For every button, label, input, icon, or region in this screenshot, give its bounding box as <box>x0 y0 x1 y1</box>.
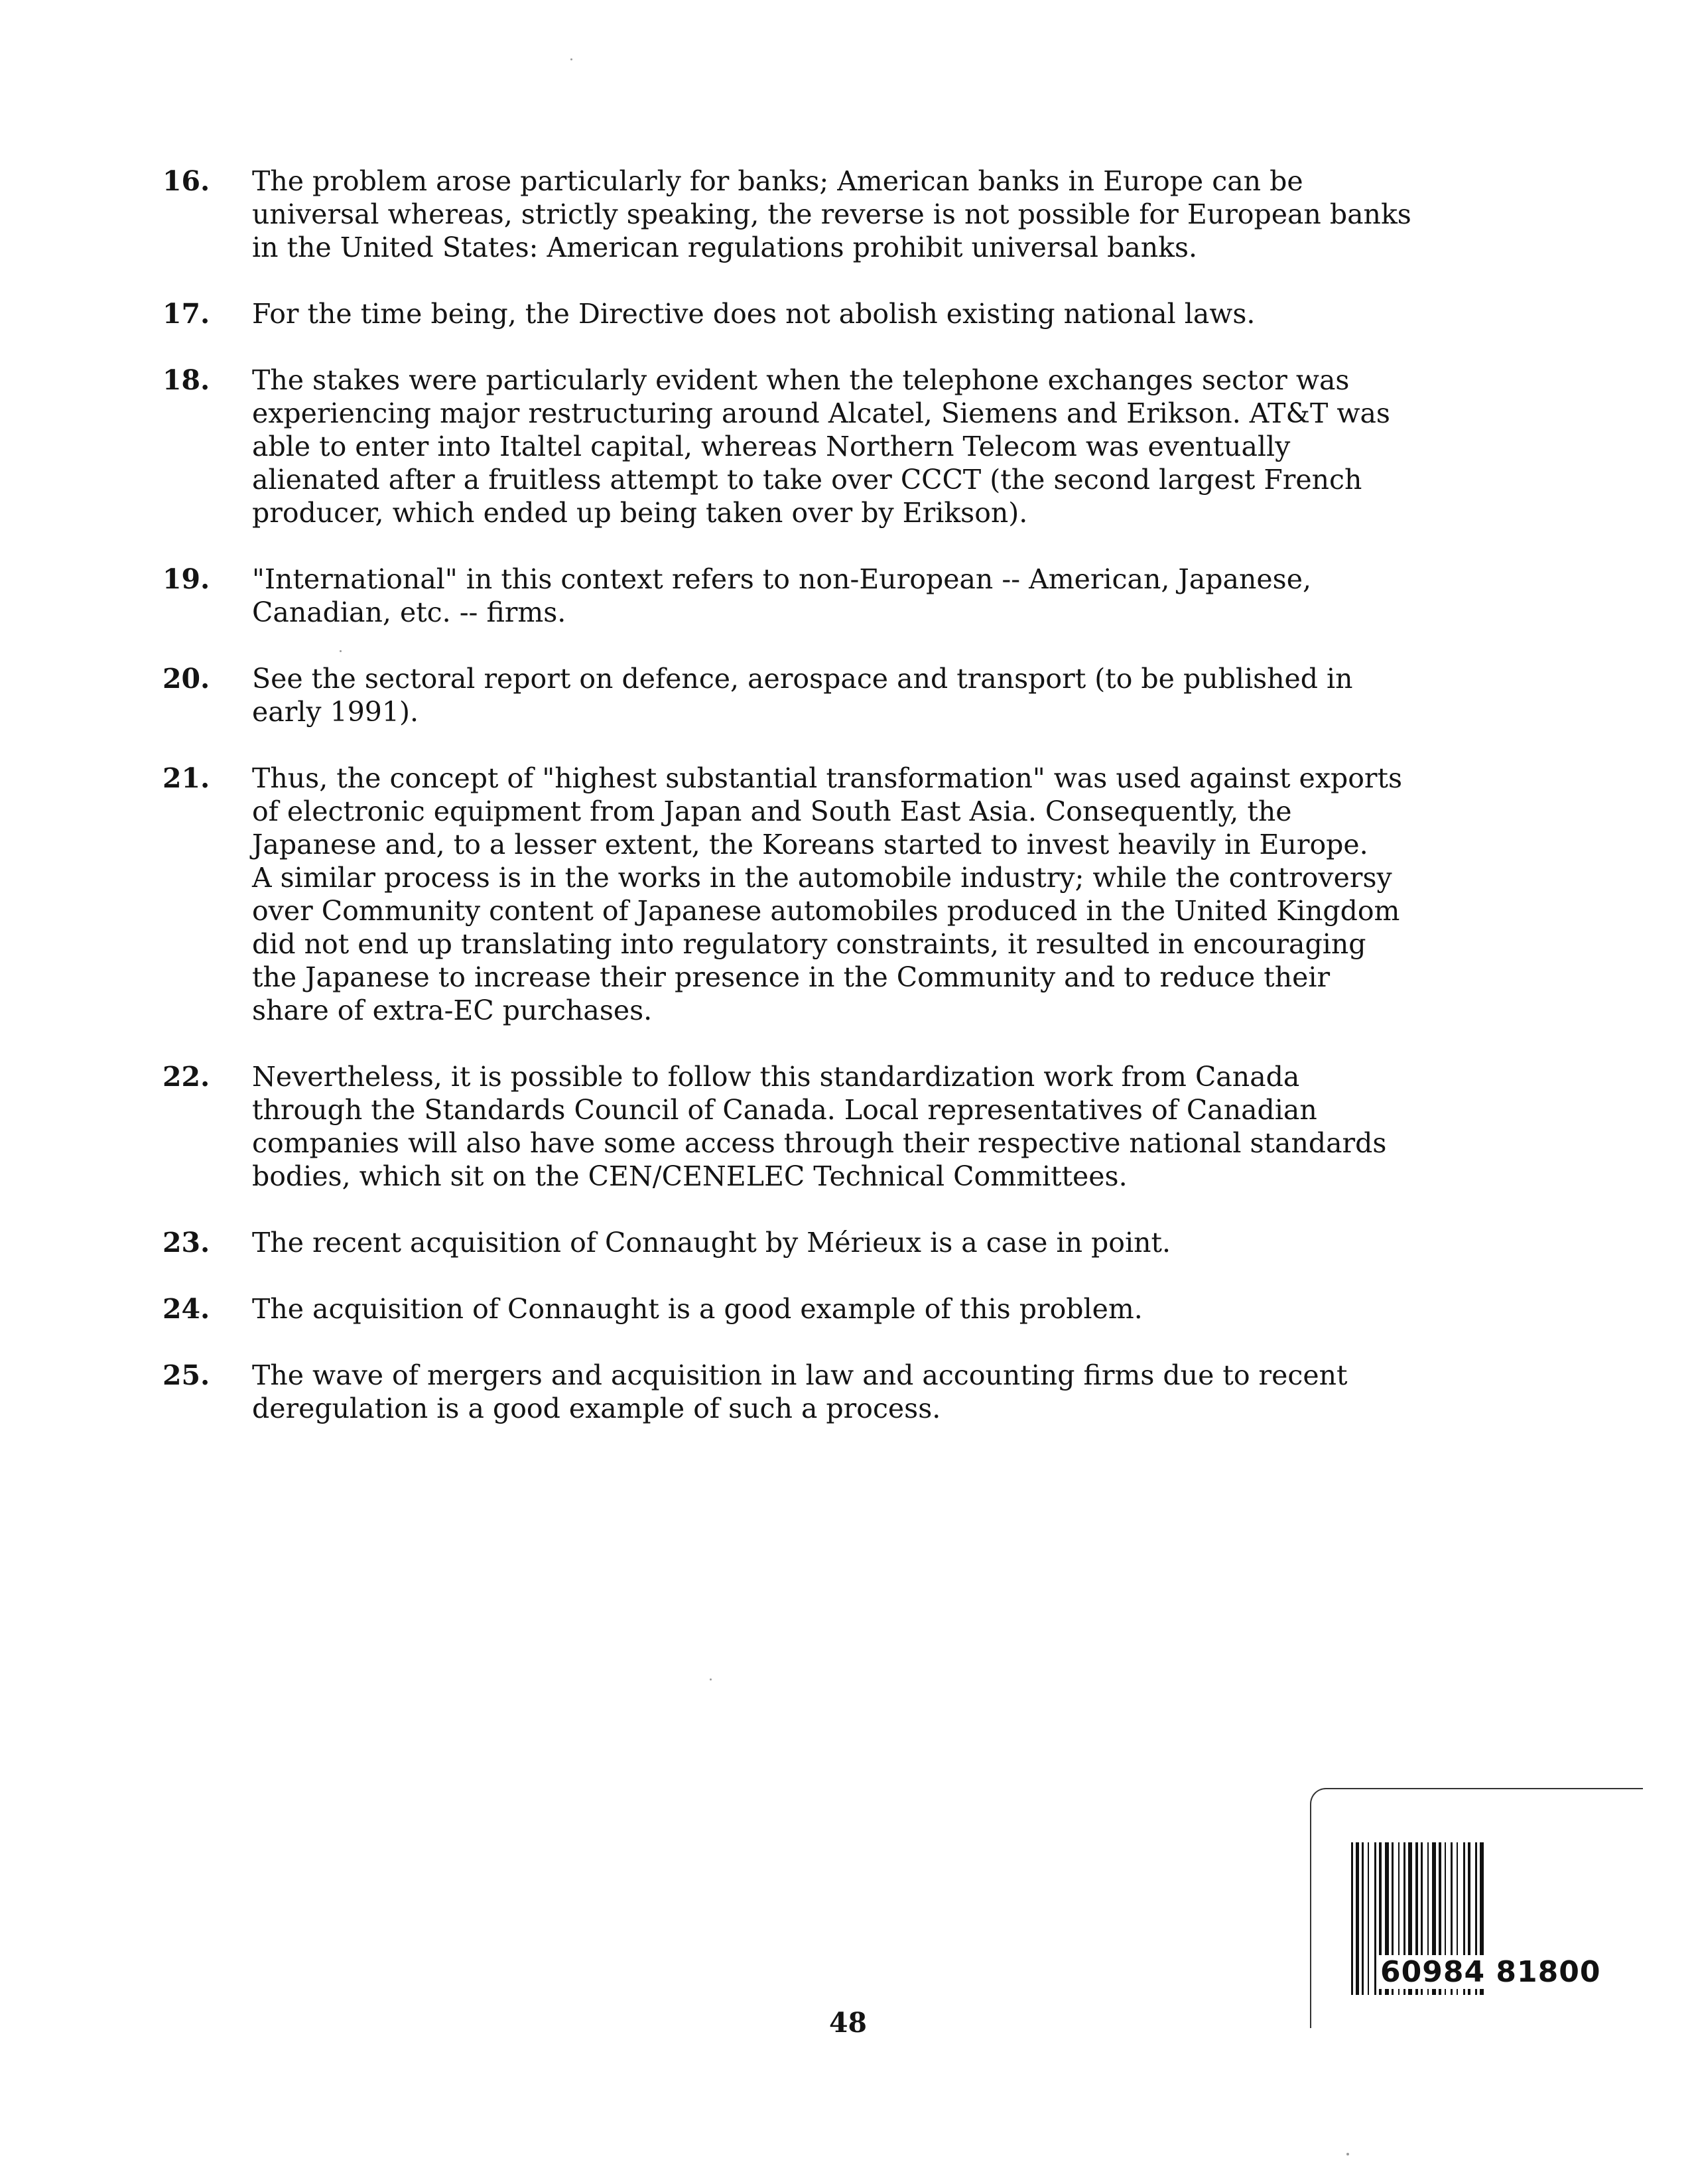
endnote-number: 25. <box>163 1359 210 1391</box>
endnote-line: the Japanese to increase their presence in the Community and to reduce their <box>252 961 1331 993</box>
endnote-number: 22. <box>163 1061 210 1093</box>
page-number: 48 <box>829 2007 868 2039</box>
scan-speck <box>710 1678 712 1680</box>
endnote-line: over Community content of Japanese automobiles produced in the United Kingdom <box>252 895 1400 927</box>
endnote-item <box>163 762 1562 1027</box>
endnote-line: Canadian, etc. -- firms. <box>252 596 566 628</box>
endnote-line: "International" in this context refers to non-European -- American, Japanese, <box>252 563 1311 595</box>
endnote-line: in the United States: American regulations prohibit universal banks. <box>252 232 1198 263</box>
endnote-line: The recent acquisition of Connaught by Mérieux is a case in point. <box>252 1227 1171 1259</box>
endnote-line: Nevertheless, it is possible to follow this standardization work from Canada <box>252 1061 1300 1093</box>
endnote-line: producer, which ended up being taken over by Erikson). <box>252 497 1028 529</box>
endnote-item <box>163 297 1562 330</box>
endnote-line: See the sectoral report on defence, aerospace and transport (to be published in <box>252 663 1353 695</box>
scan-speck <box>340 650 342 652</box>
endnote-line: The problem arose particularly for banks; American banks in Europe can be <box>252 165 1303 197</box>
endnote-text <box>252 1060 1562 1193</box>
endnote-number: 21. <box>163 762 210 794</box>
scan-speck <box>570 58 572 60</box>
endnote-number: 20. <box>163 663 210 695</box>
endnote-line: companies will also have some access through their respective national standards <box>252 1127 1387 1159</box>
endnote-text <box>252 1226 1562 1259</box>
endnote-text <box>252 165 1562 264</box>
endnote-item <box>163 1060 1562 1193</box>
endnote-line: through the Standards Council of Canada. Local representatives of Canadian <box>252 1094 1317 1126</box>
endnote-line: early 1991). <box>252 696 419 728</box>
endnote-line: able to enter into Italtel capital, whereas Northern Telecom was eventually <box>252 431 1291 462</box>
endnote-line: did not end up translating into regulatory constraints, it resulted in encouraging <box>252 928 1366 960</box>
barcode-number: 60984 81800 <box>1378 1955 1603 1989</box>
endnote-line: A similar process is in the works in the automobile industry; while the controversy <box>252 862 1392 894</box>
endnote-line: bodies, which sit on the CEN/CENELEC Technical Committees. <box>252 1160 1128 1192</box>
endnote-item <box>163 1226 1562 1259</box>
endnote-item <box>163 1292 1562 1326</box>
endnote-number: 23. <box>163 1227 210 1259</box>
endnote-text <box>252 1359 1562 1425</box>
endnote-line: The acquisition of Connaught is a good example of this problem. <box>252 1293 1143 1325</box>
barcode-bar <box>1351 1842 1353 1995</box>
endnote-item <box>163 364 1562 529</box>
barcode-bar <box>1368 1842 1369 1995</box>
endnote-item <box>163 662 1562 728</box>
endnote-line: of electronic equipment from Japan and South East Asia. Consequently, the <box>252 795 1292 827</box>
endnote-line: share of extra-EC purchases. <box>252 994 653 1026</box>
barcode-label <box>1310 1788 1643 2028</box>
endnotes-list <box>163 165 1562 1458</box>
endnote-number: 17. <box>163 298 210 330</box>
endnote-line: universal whereas, strictly speaking, the reverse is not possible for European banks <box>252 198 1411 230</box>
endnote-line: alienated after a fruitless attempt to take over CCCT (the second largest French <box>252 464 1362 496</box>
endnote-text <box>252 762 1562 1027</box>
endnote-text <box>252 297 1562 330</box>
endnote-text <box>252 563 1562 629</box>
endnote-number: 24. <box>163 1293 210 1325</box>
endnote-number: 16. <box>163 165 210 197</box>
endnote-item <box>163 563 1562 629</box>
endnote-line: Thus, the concept of "highest substantial transformation" was used against exports <box>252 762 1402 794</box>
barcode-bar <box>1362 1842 1364 1995</box>
scan-speck <box>1346 2153 1349 2155</box>
barcode-bar <box>1374 1842 1376 1995</box>
endnote-text <box>252 662 1562 728</box>
endnote-text <box>252 364 1562 529</box>
endnote-line: experiencing major restructuring around Alcatel, Siemens and Erikson. AT&T was <box>252 397 1390 429</box>
endnote-line: For the time being, the Directive does not abolish existing national laws. <box>252 298 1256 330</box>
endnote-line: The stakes were particularly evident when the telephone exchanges sector was <box>252 364 1350 396</box>
endnote-number: 19. <box>163 563 210 595</box>
endnote-number: 18. <box>163 364 210 396</box>
endnote-line: Japanese and, to a lesser extent, the Koreans started to invest heavily in Europe. <box>252 829 1368 860</box>
endnote-line: The wave of mergers and acquisition in law and accounting firms due to recent <box>252 1359 1348 1391</box>
endnote-item <box>163 165 1562 264</box>
endnote-item <box>163 1359 1562 1425</box>
barcode-bar <box>1356 1842 1359 1995</box>
endnote-text <box>252 1292 1562 1326</box>
endnote-line: deregulation is a good example of such a process. <box>252 1393 941 1424</box>
